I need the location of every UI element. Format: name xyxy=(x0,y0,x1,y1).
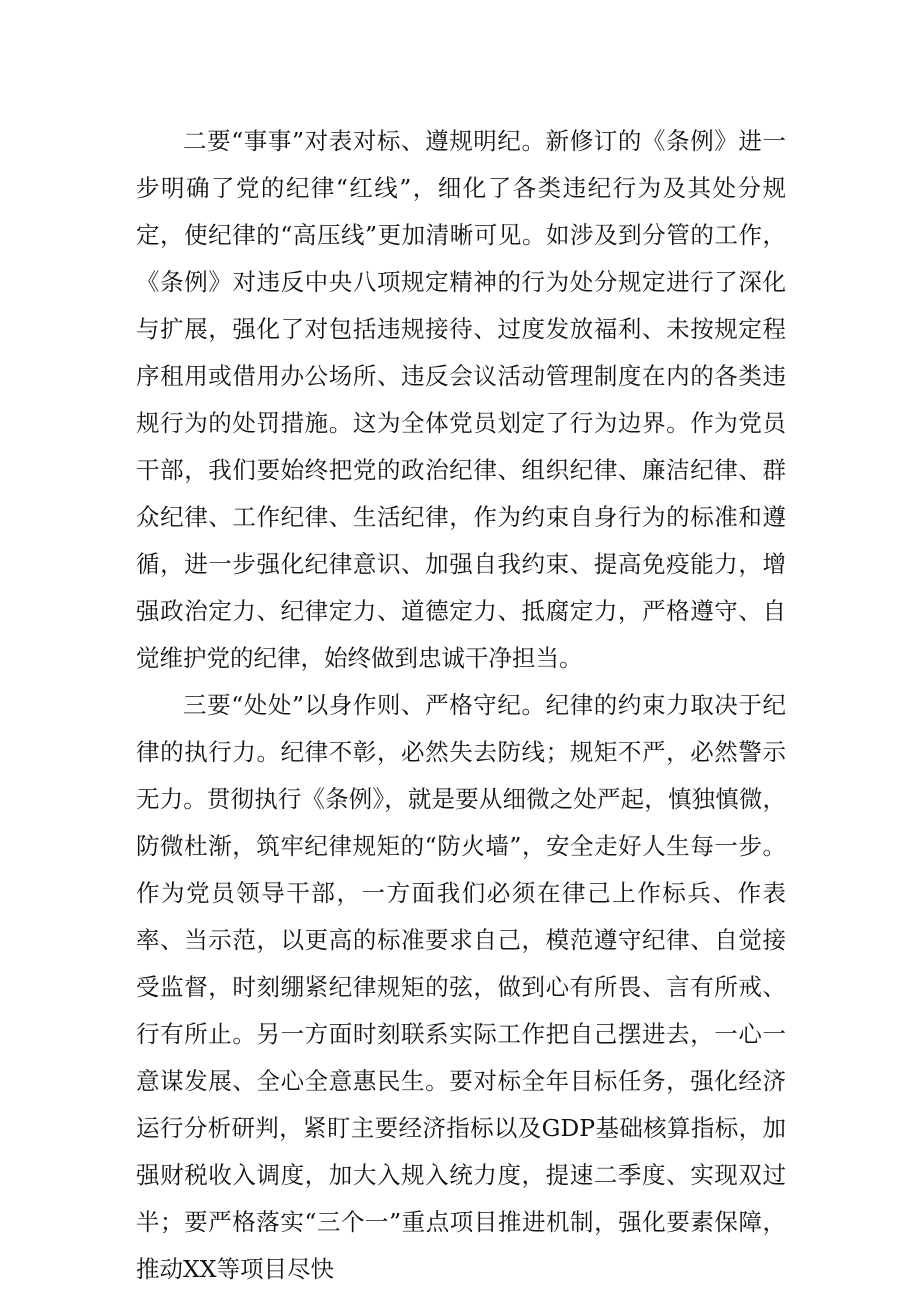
paragraph-lead-by-example: 三要“处处”以身作则、严格守纪。纪律的约束力取决于纪律的执行力。纪律不彰，必然失去防线；规矩不严，必然警示无力。贯彻执行《条例》，就是要从细微之处严起，慎独慎微，防微杜渐，筑牢纪律规矩的“防火墙”，安全走好人生每一步。作为党员领导干部，一方面我们必须在律己上作标兵、作表率、当示范，以更高的标准要求自己，模范遵守纪律、自觉接受监督，时刻绷紧纪律规矩的弦，做到心有所畏、言有所戒、行有所止。另一方面时刻联系实际工作把自己摆进去，一心一意谋发展、全心全意惠民生。要对标全年目标任务，强化经济运行分析研判，紧盯主要经济指标以及GDP基础核算指标，加强财税收入调度，加大入规入统力度，提速二季度、实现双过半；要严格落实“三个一”重点项目推进机制，强化要素保障，推动XX等项目尽快 xyxy=(136,691,786,1283)
paragraph-discipline-standards: 二要“事事”对表对标、遵规明纪。新修订的《条例》进一步明确了党的纪律“红线”，细化了各类违纪行为及其处分规定，使纪律的“高压线”更加清晰可见。如涉及到分管的工作，《条例》对违反中央八项规定精神的行为处分规定进行了深化与扩展，强化了对包括违规接待、过度发放福利、未按规定程序租用或借用办公场所、违反会议活动管理制度在内的各类违规行为的处罚措施。这为全体党员划定了行为边界。作为党员干部，我们要始终把党的政治纪律、组织纪律、廉洁纪律、群众纪律、工作纪律、生活纪律，作为约束自身行为的标准和遵循，进一步强化纪律意识、加强自我约束、提高免疫能力，增强政治定力、纪律定力、道德定力、抵腐定力，严格遵守、自觉维护党的纪律，始终做到忠诚干净担当。 xyxy=(136,127,786,672)
document-body xyxy=(136,118,786,1293)
